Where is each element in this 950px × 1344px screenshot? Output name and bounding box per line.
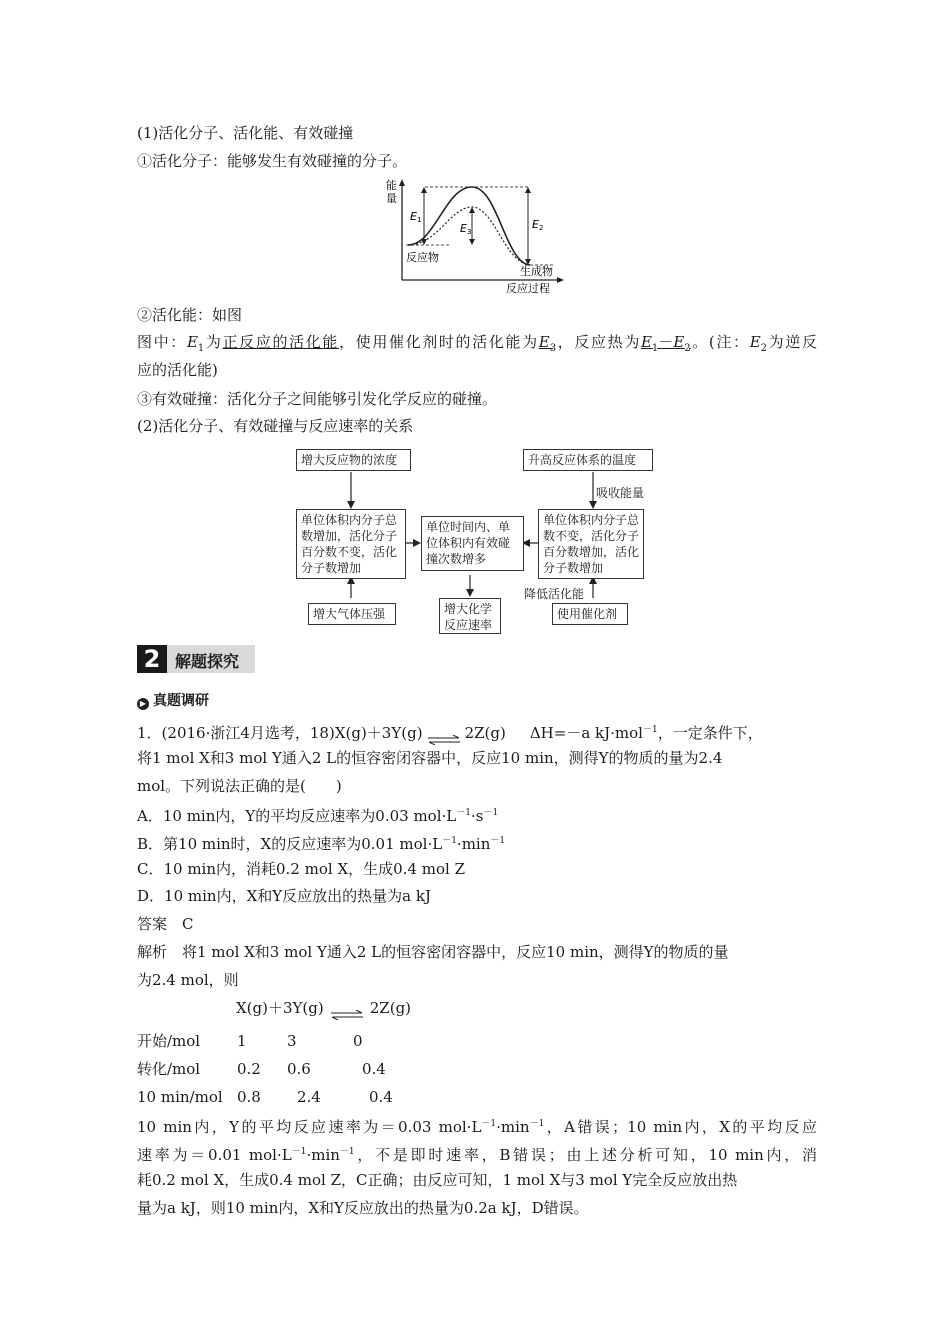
conclusion-line2: 速率为＝0.01 $mol\cdot L^{-1}\cdot\min^{-1}$，不是即时速率，B错误；由上述分析可知，10 min内，消 [137,1146,818,1164]
conclusion-line4: 量为a kJ，则10 min内，X和Y反应放出的热量为0.2a kJ，D错误。 [137,1199,589,1217]
y-label-1: 能 [386,179,397,192]
label-lower-activation-energy: 降低活化能 [524,587,585,601]
equation: X(g)＋3Y(g) 2Z(g) [236,998,411,1018]
label-e2: E2 [532,218,544,232]
label-e1: E1 [410,210,422,224]
label-absorb-energy: 吸收能量 [596,486,645,500]
item-activation-energy: ②活化能：如图 [137,306,243,324]
conclusion-line3: 耗0.2 mol X，生成0.4 mol Z，C正确；由反应可知，1 mol X与3 mol Y完全反应放出热 [137,1171,738,1189]
box-increase-pressure: 增大气体压强 [308,603,396,625]
label-reactant: 反应物 [406,251,439,264]
analysis-line1: 解析 将1 mol X和3 mol Y通入2 L的恒容密闭容器中，反应10 min，测得Y的物质的量 [137,943,729,961]
y-label-2: 量 [386,192,397,205]
option-d: D．10 min内，X和Y反应放出的热量为a kJ [137,887,431,905]
option-c: C．10 min内，消耗0.2 mol X，生成0.4 mol Z [137,860,466,878]
box-increase-rate: 增大化学反应速率 [439,598,501,634]
box-right-result: 单位体积内分子总数不变，活化分子百分数增加，活化分子数增加 [538,509,644,579]
conclusion-line1: 10 min内，Y的平均反应速率为＝0.03 $mol\cdot L^{-1}\cdot\min^{-1}$，A错误；10 min内，X的平均反应 [137,1118,817,1136]
figure-explanation-line1: 图中：$E_1$为正反应的活化能，使用催化剂时的活化能为$E_3$，反应热为$E_1-E_2$。(注：$E_2$为逆反 [137,333,817,354]
question-line1: 1．(2016·浙江4月选考，18)X(g)＋3Y(g) 2Z(g) ΔH=－a kJ·mol$^{-1}$，一定条件下， [137,720,763,743]
reversible-arrow-icon [329,1010,365,1020]
label-reaction-process: 反应过程 [506,282,550,295]
heading-activation: (1)活化分子、活化能、有效碰撞 [137,124,354,142]
label-product: 生成物 [520,265,553,278]
question-line3: mol。下列说法正确的是( ) [137,777,342,795]
answer: 答案 C [137,915,194,933]
section-title: 解题探究 [175,652,240,671]
item-activated-molecule: ①活化分子：能够发生有效碰撞的分子。 [137,152,408,170]
option-a: A．10 min内，Y的平均反应速率为0.03 $mol\cdot L^{-1}\cdot s^{-1}$ [137,807,499,825]
question-line2: 将1 mol X和3 mol Y通入2 L的恒容密闭容器中，反应10 min，测得Y的物质的量为2.4 [137,749,723,767]
energy-diagram [380,175,580,300]
subhead-real-questions: ▶ 真题调研 [137,690,209,710]
label-e3: E3 [460,222,472,236]
reversible-arrow-icon [426,735,462,745]
play-bullet-icon: ▶ [137,698,149,710]
box-left-result: 单位体积内分子总数增加，活化分子百分数不变，活化分子数增加 [296,509,406,579]
figure-explanation-line2: 应的活化能) [137,361,218,379]
box-increase-concentration: 增大反应物的浓度 [296,449,411,471]
box-raise-temperature: 升高反应体系的温度 [523,449,653,471]
box-use-catalyst: 使用催化剂 [552,603,628,625]
box-center-result: 单位时间内、单位体积内有效碰撞次数增多 [421,516,524,571]
option-b: B．第10 min时，X的反应速率为0.01 $mol\cdot L^{-1}\cdot\min^{-1}$ [137,835,506,853]
section-number: 2 [137,645,167,673]
analysis-line2: 为2.4 mol，则 [137,971,239,989]
section-header [137,645,255,673]
item-effective-collision: ③有效碰撞：活化分子之间能够引发化学反应的碰撞。 [137,390,498,408]
heading-relationship: (2)活化分子、有效碰撞与反应速率的关系 [137,417,414,435]
